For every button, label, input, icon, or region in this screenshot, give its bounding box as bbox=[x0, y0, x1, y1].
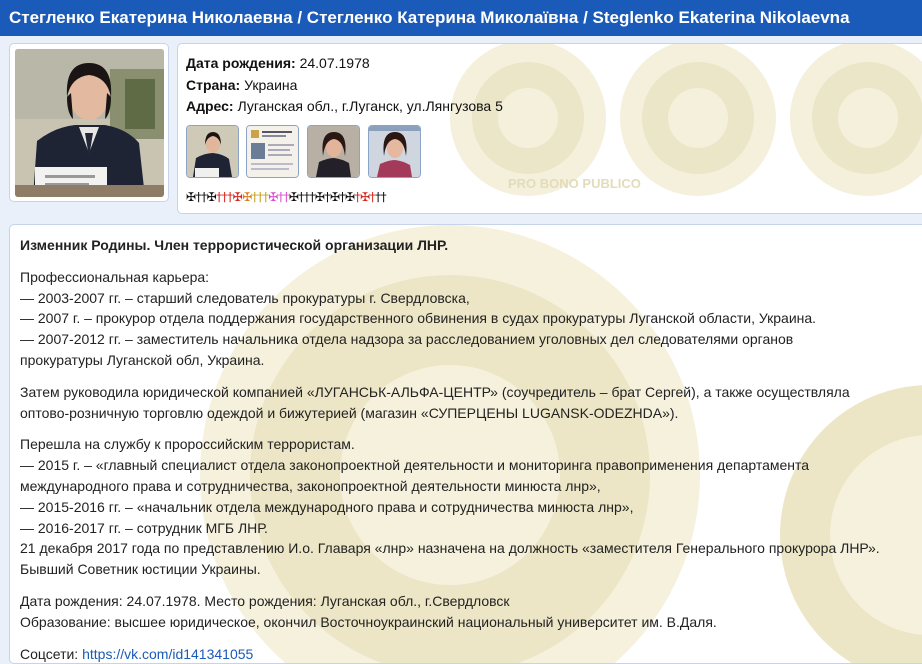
cross-icon: † bbox=[277, 190, 284, 204]
text-line: Дата рождения: 24.07.1978. Место рождения: Луганская обл., г.Свердловск bbox=[20, 592, 510, 609]
cross-icon: ✠ bbox=[268, 190, 278, 204]
cross-icon: † bbox=[298, 190, 304, 204]
cross-icon: ✠ bbox=[314, 190, 325, 204]
text-line: 21 декабря 2017 года по представлению И.о. Главаря «лнр» назначена на должность «заместителя Генерального прокурора ЛНР». bbox=[20, 540, 880, 557]
bio-paragraph bbox=[20, 591, 920, 633]
business-paragraph bbox=[20, 382, 920, 424]
text-line: Бывший Советник юстиции Украины. bbox=[20, 561, 261, 578]
info-panel bbox=[177, 43, 922, 214]
cross-icon: † bbox=[195, 190, 202, 204]
cross-icon: ✠ bbox=[288, 190, 299, 204]
cross-icon: ✠ bbox=[345, 190, 355, 204]
cross-icon: † bbox=[227, 190, 233, 204]
cross-icon: † bbox=[257, 190, 263, 204]
country-label: Страна: bbox=[186, 77, 241, 93]
cross-icon: † bbox=[375, 190, 381, 204]
cross-icon: ✠ bbox=[242, 190, 252, 204]
social-label: Соцсети: bbox=[20, 645, 79, 662]
country-row bbox=[186, 77, 297, 93]
address-value: Луганская обл., г.Луганск, ул.Лянгузова 5 bbox=[237, 98, 503, 114]
cross-icon: † bbox=[369, 190, 376, 204]
gallery-thumbnail[interactable] bbox=[307, 125, 360, 178]
cross-icon: ✠ bbox=[232, 190, 243, 204]
text-line: — 2007-2012 гг. – заместитель начальника отдела надзора за расследованием уголовных дел следователями органов bbox=[20, 331, 794, 348]
cross-icon: † bbox=[201, 190, 207, 204]
article-text bbox=[20, 235, 920, 664]
cross-icon: ✠ bbox=[360, 190, 370, 204]
cross-icon: † bbox=[221, 190, 228, 204]
text-line: Образование: высшее юридическое, окончил Восточноукраинский национальный университет им. В.Даля. bbox=[20, 613, 717, 630]
birth-date-value: 24.07.1978 bbox=[299, 55, 370, 71]
page-title: Стегленко Екатерина Николаевна / Стегленко Катерина Миколаївна / Steglenko Ekaterina Nikolaevna bbox=[9, 8, 850, 27]
cross-icon: † bbox=[324, 190, 330, 204]
birth-date-label: Дата рождения: bbox=[186, 55, 296, 71]
text-line: оптово-розничную торговлю одеждой и бижутерией (магазин «СУПЕРЦЕНЫ LUGANSK-ODEZHDA»). bbox=[20, 404, 679, 421]
cross-icon: † bbox=[380, 190, 387, 204]
text-line: — 2016-2017 гг. – сотрудник МГБ ЛНР. bbox=[20, 519, 268, 536]
cross-icon: † bbox=[251, 190, 258, 204]
text-line: — 2003-2007 гг. – старший следователь прокуратуры г. Свердловска, bbox=[20, 289, 470, 306]
text-line: Затем руководила юридической компанией «ЛУГАНСЬК-АЛЬФА-ЦЕНТР» (соучредитель – брат Сергей), а также осуществляла bbox=[20, 383, 850, 400]
gallery-thumbnail[interactable] bbox=[246, 125, 299, 178]
gallery-thumbnail[interactable] bbox=[368, 125, 421, 178]
birth-date-row bbox=[186, 55, 370, 71]
career-paragraph bbox=[20, 267, 920, 371]
cross-icon: † bbox=[216, 190, 222, 204]
profile-photo[interactable] bbox=[15, 49, 164, 197]
text-line: — 2015 г. – «главный специалист отдела законопроектной деятельности и мониторинга правоприменения департамента bbox=[20, 457, 810, 474]
cross-icon: ✠ bbox=[329, 190, 340, 204]
text-line: международного права и сотрудничества, законопроектной деятельности минюста лнр», bbox=[20, 477, 601, 494]
cross-icon: † bbox=[339, 190, 345, 204]
watermark-seals bbox=[448, 43, 922, 214]
text-line: — 2007 г. – прокурор отдела поддержания государственного обвинения в судах прокуратуры Луганской области, Украина. bbox=[20, 310, 817, 327]
text-line: Перешла на службу к пророссийским террористам. bbox=[20, 436, 355, 453]
cross-icon: ✠ bbox=[186, 190, 196, 204]
text-line: прокуратуры Луганской обл, Украина. bbox=[20, 351, 265, 368]
address-label: Адрес: bbox=[186, 98, 234, 114]
cross-icon: † bbox=[303, 190, 310, 204]
text-line: Профессиональная карьера: bbox=[20, 268, 210, 285]
mourning-crosses bbox=[186, 190, 386, 204]
cross-icon: † bbox=[354, 190, 361, 204]
social-link[interactable]: https://vk.com/id141341055 bbox=[82, 645, 254, 662]
cross-icon: † bbox=[283, 190, 289, 204]
profile-photo-frame bbox=[9, 43, 169, 202]
main-content bbox=[9, 224, 922, 664]
service-paragraph bbox=[20, 434, 920, 580]
cross-icon: † bbox=[262, 190, 269, 204]
cross-icon: ✠ bbox=[206, 190, 217, 204]
gallery-thumbnail[interactable] bbox=[186, 125, 239, 178]
watermark-text: PRO BONO PUBLICO bbox=[508, 176, 641, 191]
page-header bbox=[0, 0, 922, 36]
country-value: Украина bbox=[244, 77, 298, 93]
address-row bbox=[186, 98, 503, 114]
cross-icon: † bbox=[309, 190, 315, 204]
text-line: — 2015-2016 гг. – «начальник отдела международного права и сотрудничества минюста лнр», bbox=[20, 498, 634, 515]
headline: Изменник Родины. Член террористической организации ЛНР. bbox=[20, 237, 449, 253]
